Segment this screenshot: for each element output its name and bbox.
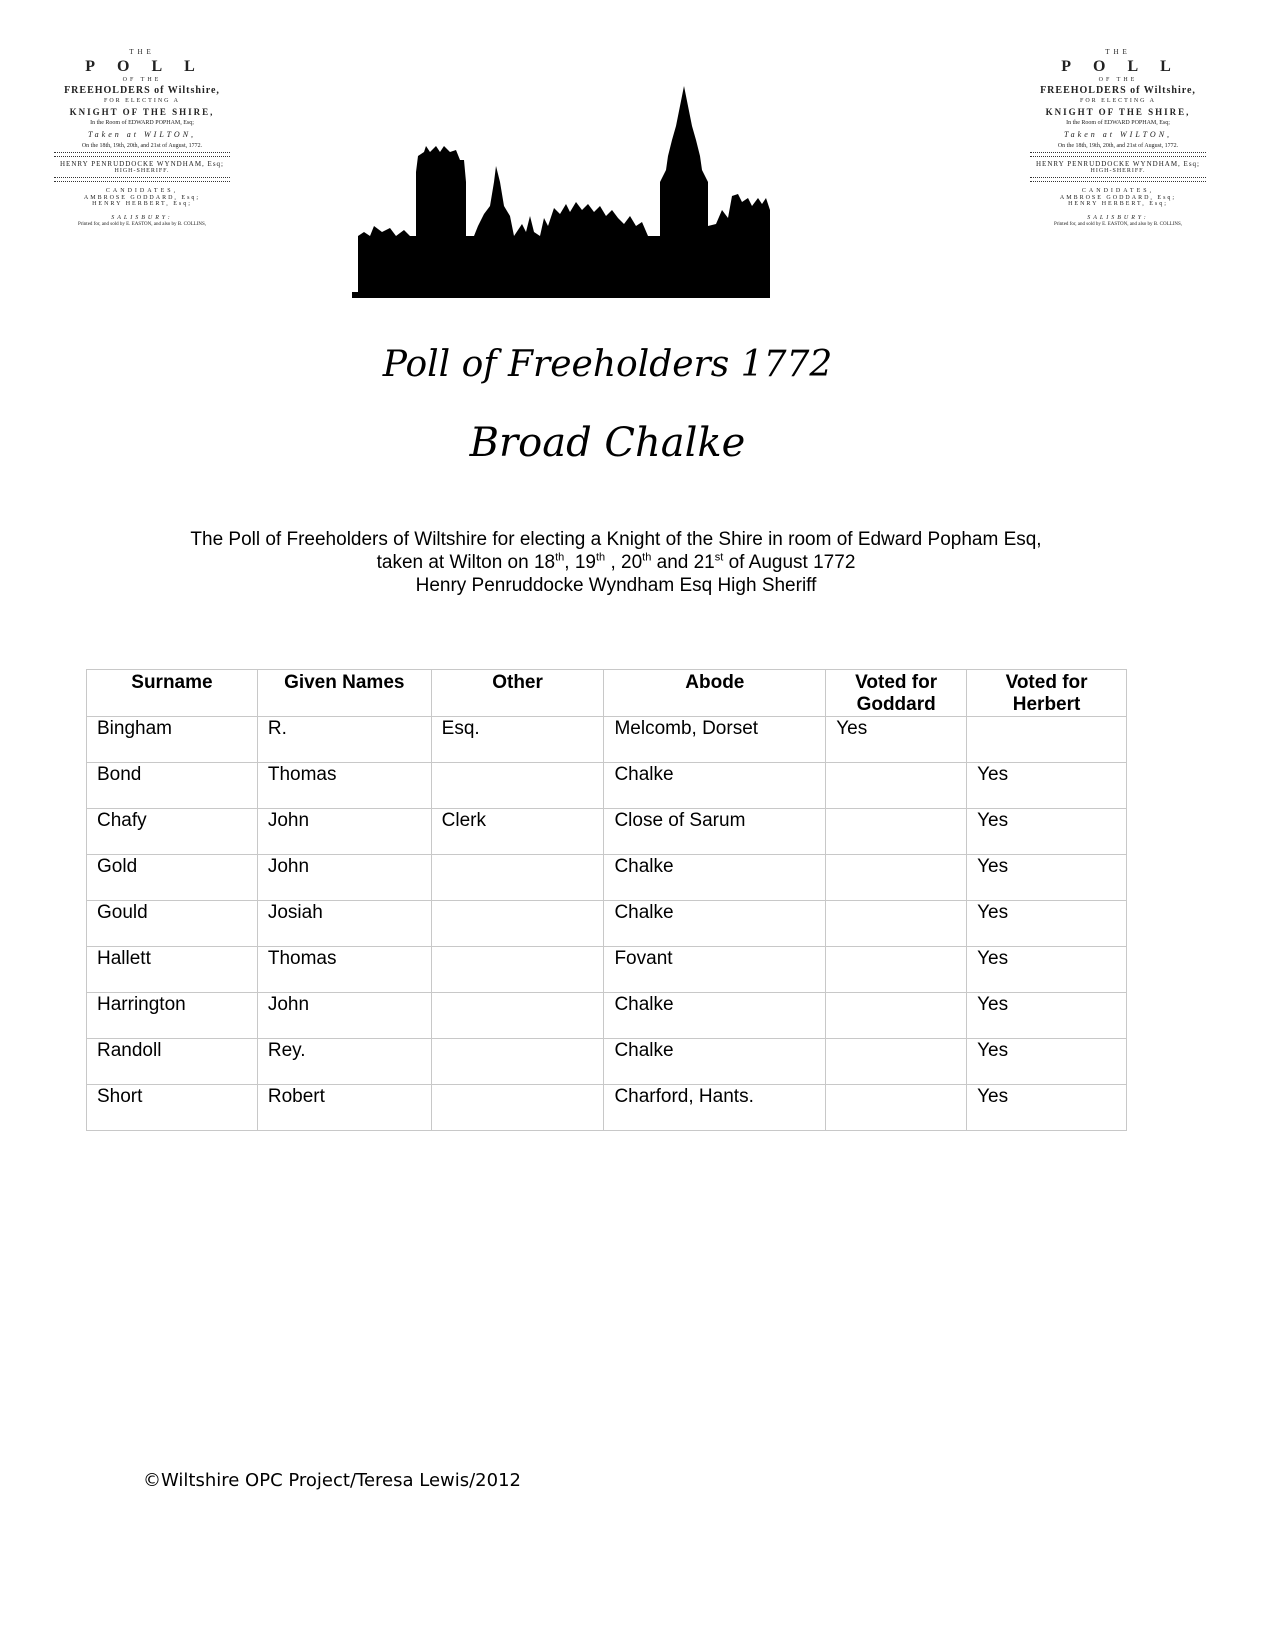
cell-other xyxy=(431,763,604,809)
table-row xyxy=(87,763,1127,809)
cell-voted-goddard xyxy=(826,1039,967,1085)
cell-abode: Chalke xyxy=(604,993,826,1039)
table-row xyxy=(87,1085,1127,1131)
col-header-voted-herbert xyxy=(967,670,1127,717)
col-header-line: Herbert xyxy=(1012,694,1081,715)
thumb-freeholders: FREEHOLDERS of Wiltshire, xyxy=(64,85,220,96)
ordinal-suffix: th xyxy=(642,551,652,564)
thumb-herbert: HENRY HERBERT, Esq; xyxy=(92,201,192,207)
page-subtitle: Broad Chalke xyxy=(469,420,746,466)
cell-abode: Chalke xyxy=(604,855,826,901)
intro-line-1: The Poll of Freeholders of Wiltshire for electing a Knight of the Shire in room of Edward Popham Esq, xyxy=(190,529,1042,550)
cell-voted-goddard xyxy=(826,993,967,1039)
table-row xyxy=(87,947,1127,993)
cell-abode: Chalke xyxy=(604,1039,826,1085)
cell-voted-goddard: Yes xyxy=(826,717,967,763)
cell-voted-herbert: Yes xyxy=(967,993,1127,1039)
intro-line-2-part: , 20 xyxy=(605,552,643,573)
cell-other: Esq. xyxy=(431,717,604,763)
cell-abode: Chalke xyxy=(604,763,826,809)
poll-table xyxy=(86,669,1127,1131)
cell-surname: Bond xyxy=(87,763,258,809)
intro-paragraph xyxy=(0,528,1232,597)
col-header-line: Voted for xyxy=(855,672,938,693)
cell-other xyxy=(431,1039,604,1085)
cell-surname: Hallett xyxy=(87,947,258,993)
col-header-voted-goddard xyxy=(826,670,967,717)
poll-title-page-image-right xyxy=(1028,46,1208,284)
thumb-taken: Taken at WILTON, xyxy=(1063,130,1173,139)
cell-abode: Fovant xyxy=(604,947,826,993)
cell-abode: Chalke xyxy=(604,901,826,947)
cell-abode: Charford, Hants. xyxy=(604,1085,826,1131)
thumb-henry: HENRY PENRUDDOCKE WYNDHAM, Esq; xyxy=(59,160,224,168)
cell-given-names: Josiah xyxy=(257,901,431,947)
thumb-the: THE xyxy=(129,48,155,56)
cell-voted-herbert: Yes xyxy=(967,763,1127,809)
page-title: Poll of Freeholders 1772 xyxy=(382,344,833,385)
cell-surname: Harrington xyxy=(87,993,258,1039)
intro-line-2-part: and 21 xyxy=(651,552,715,573)
col-header-given-names: Given Names xyxy=(257,670,431,717)
cell-given-names: John xyxy=(257,855,431,901)
thumb-poll: POLL xyxy=(85,58,217,75)
thumb-salisbury: SALISBURY: xyxy=(111,215,173,221)
cell-given-names: Thomas xyxy=(257,763,431,809)
cell-surname: Gould xyxy=(87,901,258,947)
cell-surname: Bingham xyxy=(87,717,258,763)
thumb-the: THE xyxy=(1105,48,1131,56)
cell-voted-goddard xyxy=(826,763,967,809)
thumb-candidates: CANDIDATES, xyxy=(105,188,179,194)
cell-voted-goddard xyxy=(826,1085,967,1131)
thumb-on-dates: On the 18th, 19th, 20th, and 21st of August, 1772. xyxy=(1057,143,1179,149)
thumb-high-sheriff: HIGH-SHERIFF. xyxy=(114,168,170,174)
copyright-footer: ©Wiltshire OPC Project/Teresa Lewis/2012 xyxy=(143,1470,521,1491)
intro-line-2-part: taken at Wilton on 18 xyxy=(376,552,556,573)
col-header-other: Other xyxy=(431,670,604,717)
cell-other xyxy=(431,1085,604,1131)
thumb-printed: Printed for, and sold by E. EASTON, and also by B. COLLINS, xyxy=(77,222,207,227)
table-row xyxy=(87,717,1127,763)
cell-surname: Randoll xyxy=(87,1039,258,1085)
thumb-on-dates: On the 18th, 19th, 20th, and 21st of August, 1772. xyxy=(81,143,203,149)
thumb-rule xyxy=(54,177,230,182)
intro-line-2-part: , 19 xyxy=(564,552,596,573)
cell-voted-herbert: Yes xyxy=(967,947,1127,993)
cell-other xyxy=(431,901,604,947)
cell-given-names: Rey. xyxy=(257,1039,431,1085)
cell-given-names: John xyxy=(257,993,431,1039)
cell-other xyxy=(431,855,604,901)
table-row xyxy=(87,993,1127,1039)
thumb-herbert: HENRY HERBERT, Esq; xyxy=(1068,201,1168,207)
cell-voted-herbert: Yes xyxy=(967,855,1127,901)
cell-voted-herbert: Yes xyxy=(967,1039,1127,1085)
thumb-of-the: OF THE xyxy=(1098,77,1138,83)
thumb-henry: HENRY PENRUDDOCKE WYNDHAM, Esq; xyxy=(1035,160,1200,168)
cell-abode: Melcomb, Dorset xyxy=(604,717,826,763)
poll-title-page-image-left xyxy=(52,46,232,284)
thumb-rule xyxy=(54,152,230,157)
cell-voted-goddard xyxy=(826,855,967,901)
table-header-row xyxy=(87,670,1127,717)
cell-voted-goddard xyxy=(826,947,967,993)
cell-voted-goddard xyxy=(826,809,967,855)
cell-given-names: R. xyxy=(257,717,431,763)
table-row xyxy=(87,901,1127,947)
cell-other xyxy=(431,947,604,993)
thumb-rule xyxy=(1030,177,1206,182)
cell-abode: Close of Sarum xyxy=(604,809,826,855)
thumb-ambrose: AMBROSE GODDARD, Esq; xyxy=(83,195,201,201)
ordinal-suffix: th xyxy=(596,551,606,564)
thumb-of-the: OF THE xyxy=(122,77,162,83)
cell-surname: Gold xyxy=(87,855,258,901)
thumb-in-room: In the Room of EDWARD POPHAM, Esq; xyxy=(90,120,194,126)
col-header-surname: Surname xyxy=(87,670,258,717)
thumb-high-sheriff: HIGH-SHERIFF. xyxy=(1090,168,1146,174)
cell-voted-herbert: Yes xyxy=(967,809,1127,855)
table-row xyxy=(87,855,1127,901)
table-row xyxy=(87,809,1127,855)
thumb-knight: KNIGHT OF THE SHIRE, xyxy=(69,107,215,117)
cell-voted-herbert: Yes xyxy=(967,1085,1127,1131)
cell-given-names: Thomas xyxy=(257,947,431,993)
thumb-knight: KNIGHT OF THE SHIRE, xyxy=(1045,107,1191,117)
col-header-abode: Abode xyxy=(604,670,826,717)
thumb-for-electing: FOR ELECTING A xyxy=(104,98,180,104)
cell-given-names: John xyxy=(257,809,431,855)
thumb-candidates: CANDIDATES, xyxy=(1081,188,1155,194)
cell-other xyxy=(431,993,604,1039)
ordinal-suffix: st xyxy=(714,551,724,564)
cell-voted-herbert xyxy=(967,717,1127,763)
col-header-line: Goddard xyxy=(856,694,936,715)
thumb-printed: Printed for, and sold by E. EASTON, and also by B. COLLINS, xyxy=(1053,222,1183,227)
cell-voted-goddard xyxy=(826,901,967,947)
thumb-salisbury: SALISBURY: xyxy=(1087,215,1149,221)
intro-line-3: Henry Penruddocke Wyndham Esq High Sheriff xyxy=(415,575,817,596)
cell-voted-herbert: Yes xyxy=(967,901,1127,947)
thumb-freeholders: FREEHOLDERS of Wiltshire, xyxy=(1040,85,1196,96)
parliament-silhouette-image xyxy=(344,86,774,298)
cell-other: Clerk xyxy=(431,809,604,855)
intro-line-2 xyxy=(0,551,1232,574)
table-row xyxy=(87,1039,1127,1085)
thumb-for-electing: FOR ELECTING A xyxy=(1080,98,1156,104)
cell-surname: Short xyxy=(87,1085,258,1131)
thumb-ambrose: AMBROSE GODDARD, Esq; xyxy=(1059,195,1177,201)
intro-line-2-part: of August 1772 xyxy=(723,552,856,573)
thumb-poll: POLL xyxy=(1061,58,1193,75)
thumb-taken: Taken at WILTON, xyxy=(87,130,197,139)
col-header-line: Voted for xyxy=(1005,672,1088,693)
thumb-in-room: In the Room of EDWARD POPHAM, Esq; xyxy=(1066,120,1170,126)
thumb-rule xyxy=(1030,152,1206,157)
ordinal-suffix: th xyxy=(555,551,565,564)
cell-given-names: Robert xyxy=(257,1085,431,1131)
cell-surname: Chafy xyxy=(87,809,258,855)
